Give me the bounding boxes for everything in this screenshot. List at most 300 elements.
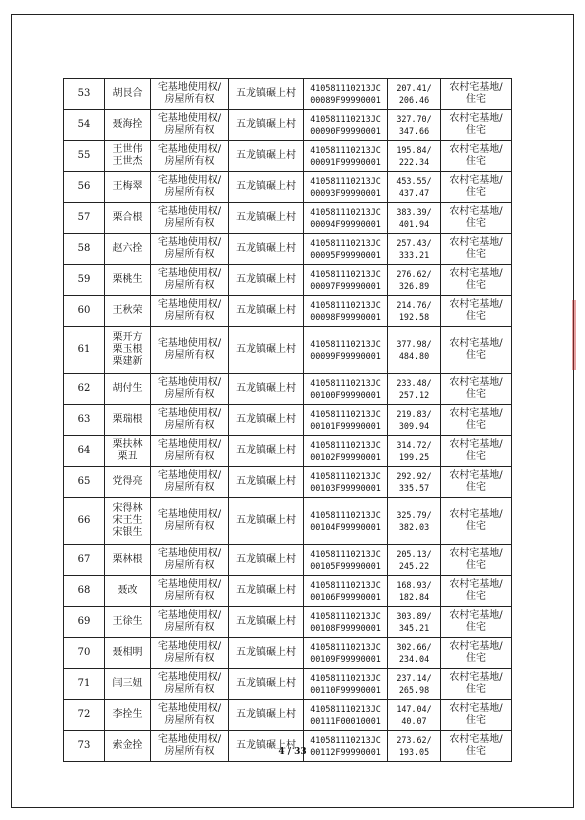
area-values-line: 147.04/ xyxy=(396,704,432,714)
area-values-line: 237.14/ xyxy=(396,673,432,683)
area-values-cell xyxy=(388,203,441,234)
table-row xyxy=(64,669,512,700)
parcel-code-cell xyxy=(304,498,388,545)
right-type-line: 宅基地使用权/ xyxy=(157,299,222,310)
right-type-line: 房屋所有权 xyxy=(164,280,215,291)
row-number-cell: 58 xyxy=(64,234,105,265)
parcel-code-line: 410581110213JC xyxy=(310,642,381,652)
parcel-code-line: 410581110213JC xyxy=(310,378,381,388)
parcel-code-line: 00097F99990001 xyxy=(310,281,381,291)
area-values-line: 437.47 xyxy=(398,188,430,198)
land-use-line: 住宅 xyxy=(466,218,486,229)
area-values-line: 345.21 xyxy=(398,623,430,633)
parcel-code-line: 410581110213JC xyxy=(310,114,381,124)
land-use-cell xyxy=(441,296,512,327)
land-use-line: 农村宅基地/ xyxy=(449,82,503,93)
location-cell: 五龙镇碾上村 xyxy=(229,436,304,467)
location-cell: 五龙镇碾上村 xyxy=(229,731,304,762)
land-use-line: 住宅 xyxy=(466,653,486,664)
parcel-code-line: 410581110213JC xyxy=(310,300,381,310)
owner-name-cell xyxy=(105,545,151,576)
area-values-cell xyxy=(388,141,441,172)
owner-name-line: 王徐生 xyxy=(112,616,143,627)
land-use-line: 住宅 xyxy=(466,311,486,322)
owner-name-line: 栗丑 xyxy=(117,451,138,462)
row-number-cell: 71 xyxy=(64,669,105,700)
area-values-line: 222.34 xyxy=(398,157,430,167)
area-values-line: 257.43/ xyxy=(396,238,432,248)
parcel-code-cell xyxy=(304,79,388,110)
location-cell: 五龙镇碾上村 xyxy=(229,110,304,141)
area-values-cell xyxy=(388,498,441,545)
parcel-code-cell xyxy=(304,545,388,576)
area-values-line: 199.25 xyxy=(398,452,430,462)
right-type-cell xyxy=(151,203,229,234)
area-values-line: 182.84 xyxy=(398,592,430,602)
right-type-cell xyxy=(151,234,229,265)
table-row xyxy=(64,265,512,296)
parcel-code-line: 00112F99990001 xyxy=(310,747,381,757)
parcel-code-line: 410581110213JC xyxy=(310,471,381,481)
area-values-line: 245.22 xyxy=(398,561,430,571)
owner-name-line: 王世杰 xyxy=(112,156,143,167)
parcel-code-line: 410581110213JC xyxy=(310,611,381,621)
table-row xyxy=(64,405,512,436)
table-row xyxy=(64,296,512,327)
owner-name-cell xyxy=(105,669,151,700)
parcel-code-line: 410581110213JC xyxy=(310,176,381,186)
parcel-code-cell xyxy=(304,607,388,638)
area-values-line: 214.76/ xyxy=(396,300,432,310)
land-use-line: 住宅 xyxy=(466,420,486,431)
area-values-line: 168.93/ xyxy=(396,580,432,590)
right-type-line: 宅基地使用权/ xyxy=(157,548,222,559)
owner-name-line: 党得亮 xyxy=(112,476,143,487)
right-type-line: 宅基地使用权/ xyxy=(157,439,222,450)
parcel-code-cell xyxy=(304,110,388,141)
right-type-line: 房屋所有权 xyxy=(164,715,215,726)
property-registry-table xyxy=(63,78,512,762)
table-row xyxy=(64,607,512,638)
owner-name-line: 闫三妞 xyxy=(112,678,143,689)
area-values-line: 327.70/ xyxy=(396,114,432,124)
parcel-code-line: 00110F99990001 xyxy=(310,685,381,695)
area-values-line: 382.03 xyxy=(398,522,430,532)
land-use-line: 农村宅基地/ xyxy=(449,703,503,714)
land-use-cell xyxy=(441,405,512,436)
land-use-line: 农村宅基地/ xyxy=(449,470,503,481)
row-number-cell: 65 xyxy=(64,467,105,498)
area-values-line: 347.66 xyxy=(398,126,430,136)
right-type-line: 宅基地使用权/ xyxy=(157,377,222,388)
parcel-code-cell xyxy=(304,172,388,203)
right-type-line: 宅基地使用权/ xyxy=(157,470,222,481)
table-row xyxy=(64,436,512,467)
owner-name-line: 聂相明 xyxy=(112,647,143,658)
land-use-cell xyxy=(441,110,512,141)
location-cell: 五龙镇碾上村 xyxy=(229,141,304,172)
table-row xyxy=(64,110,512,141)
right-type-line: 宅基地使用权/ xyxy=(157,610,222,621)
land-use-line: 农村宅基地/ xyxy=(449,237,503,248)
area-values-cell xyxy=(388,545,441,576)
land-use-line: 农村宅基地/ xyxy=(449,144,503,155)
location-cell: 五龙镇碾上村 xyxy=(229,327,304,374)
land-use-line: 农村宅基地/ xyxy=(449,509,503,520)
table-row xyxy=(64,79,512,110)
owner-name-cell xyxy=(105,374,151,405)
area-values-line: 233.48/ xyxy=(396,378,432,388)
owner-name-cell xyxy=(105,327,151,374)
land-use-line: 农村宅基地/ xyxy=(449,641,503,652)
right-type-line: 宅基地使用权/ xyxy=(157,206,222,217)
page-number: 4 / 33 xyxy=(278,747,307,757)
land-use-cell xyxy=(441,327,512,374)
row-number-cell: 72 xyxy=(64,700,105,731)
parcel-code-line: 00094F99990001 xyxy=(310,219,381,229)
parcel-code-line: 410581110213JC xyxy=(310,440,381,450)
parcel-code-line: 410581110213JC xyxy=(310,673,381,683)
area-values-line: 303.89/ xyxy=(396,611,432,621)
owner-name-cell xyxy=(105,436,151,467)
owner-name-cell xyxy=(105,172,151,203)
land-use-cell xyxy=(441,669,512,700)
land-use-line: 农村宅基地/ xyxy=(449,672,503,683)
area-values-cell xyxy=(388,110,441,141)
table-row xyxy=(64,700,512,731)
location-cell: 五龙镇碾上村 xyxy=(229,234,304,265)
right-type-cell xyxy=(151,700,229,731)
location-cell: 五龙镇碾上村 xyxy=(229,700,304,731)
owner-name-line: 栗林根 xyxy=(112,554,143,565)
area-values-cell xyxy=(388,374,441,405)
row-number-cell: 66 xyxy=(64,498,105,545)
parcel-code-line: 410581110213JC xyxy=(310,83,381,93)
right-type-line: 房屋所有权 xyxy=(164,350,215,361)
right-type-line: 房屋所有权 xyxy=(164,94,215,105)
owner-name-cell xyxy=(105,203,151,234)
land-use-cell xyxy=(441,576,512,607)
owner-name-line: 王梅翠 xyxy=(112,181,143,192)
parcel-code-cell xyxy=(304,638,388,669)
parcel-code-line: 00108F99990001 xyxy=(310,623,381,633)
right-type-line: 宅基地使用权/ xyxy=(157,82,222,93)
parcel-code-cell xyxy=(304,203,388,234)
right-type-line: 房屋所有权 xyxy=(164,451,215,462)
location-cell: 五龙镇碾上村 xyxy=(229,296,304,327)
location-cell: 五龙镇碾上村 xyxy=(229,638,304,669)
right-type-line: 宅基地使用权/ xyxy=(157,509,222,520)
right-type-cell xyxy=(151,576,229,607)
owner-name-line: 王世伟 xyxy=(112,144,143,155)
right-type-line: 房屋所有权 xyxy=(164,591,215,602)
location-cell: 五龙镇碾上村 xyxy=(229,498,304,545)
area-values-line: 326.89 xyxy=(398,281,430,291)
area-values-line: 265.98 xyxy=(398,685,430,695)
right-type-cell xyxy=(151,405,229,436)
right-type-line: 宅基地使用权/ xyxy=(157,641,222,652)
right-type-line: 房屋所有权 xyxy=(164,746,215,757)
land-use-line: 农村宅基地/ xyxy=(449,734,503,745)
right-type-line: 房屋所有权 xyxy=(164,521,215,532)
land-use-cell xyxy=(441,545,512,576)
area-values-line: 333.21 xyxy=(398,250,430,260)
area-values-line: 377.98/ xyxy=(396,339,432,349)
land-use-cell xyxy=(441,436,512,467)
right-type-line: 宅基地使用权/ xyxy=(157,338,222,349)
right-type-cell xyxy=(151,265,229,296)
parcel-code-cell xyxy=(304,467,388,498)
area-values-cell xyxy=(388,327,441,374)
location-cell: 五龙镇碾上村 xyxy=(229,545,304,576)
area-values-line: 276.62/ xyxy=(396,269,432,279)
owner-name-cell xyxy=(105,265,151,296)
land-use-line: 住宅 xyxy=(466,622,486,633)
land-use-cell xyxy=(441,234,512,265)
right-type-line: 房屋所有权 xyxy=(164,684,215,695)
owner-name-cell xyxy=(105,110,151,141)
area-values-cell xyxy=(388,700,441,731)
parcel-code-line: 00089F99990001 xyxy=(310,95,381,105)
right-type-line: 房屋所有权 xyxy=(164,187,215,198)
land-use-cell xyxy=(441,172,512,203)
row-number-cell: 60 xyxy=(64,296,105,327)
area-values-line: 207.41/ xyxy=(396,83,432,93)
right-type-line: 房屋所有权 xyxy=(164,420,215,431)
area-values-cell xyxy=(388,296,441,327)
area-values-line: 484.80 xyxy=(398,351,430,361)
right-type-line: 宅基地使用权/ xyxy=(157,703,222,714)
area-values-cell xyxy=(388,576,441,607)
land-use-cell xyxy=(441,607,512,638)
area-values-line: 292.92/ xyxy=(396,471,432,481)
row-number-cell: 69 xyxy=(64,607,105,638)
parcel-code-line: 00093F99990001 xyxy=(310,188,381,198)
table-row xyxy=(64,327,512,374)
parcel-code-cell xyxy=(304,576,388,607)
right-type-line: 宅基地使用权/ xyxy=(157,268,222,279)
location-cell: 五龙镇碾上村 xyxy=(229,405,304,436)
right-type-cell xyxy=(151,374,229,405)
table-row xyxy=(64,576,512,607)
owner-name-line: 栗开方 xyxy=(112,332,143,343)
land-use-line: 住宅 xyxy=(466,125,486,136)
parcel-code-line: 410581110213JC xyxy=(310,339,381,349)
land-use-cell xyxy=(441,467,512,498)
location-cell: 五龙镇碾上村 xyxy=(229,607,304,638)
land-use-cell xyxy=(441,700,512,731)
area-values-cell xyxy=(388,172,441,203)
owner-name-line: 宋得林 xyxy=(112,503,143,514)
land-use-cell xyxy=(441,79,512,110)
right-type-line: 房屋所有权 xyxy=(164,218,215,229)
land-use-line: 农村宅基地/ xyxy=(449,377,503,388)
owner-name-line: 栗建新 xyxy=(112,356,143,367)
owner-name-line: 栗玉根 xyxy=(112,344,143,355)
parcel-code-cell xyxy=(304,327,388,374)
owner-name-cell xyxy=(105,576,151,607)
location-cell: 五龙镇碾上村 xyxy=(229,172,304,203)
area-values-line: 453.55/ xyxy=(396,176,432,186)
parcel-code-line: 00109F99990001 xyxy=(310,654,381,664)
parcel-code-line: 00090F99990001 xyxy=(310,126,381,136)
owner-name-line: 李拴生 xyxy=(112,709,143,720)
parcel-code-line: 00103F99990001 xyxy=(310,483,381,493)
owner-name-line: 赵六拴 xyxy=(112,243,143,254)
land-use-line: 农村宅基地/ xyxy=(449,206,503,217)
parcel-code-line: 00098F99990001 xyxy=(310,312,381,322)
row-number-cell: 63 xyxy=(64,405,105,436)
area-values-cell xyxy=(388,638,441,669)
parcel-code-line: 00104F99990001 xyxy=(310,522,381,532)
land-use-line: 农村宅基地/ xyxy=(449,338,503,349)
row-number-cell: 64 xyxy=(64,436,105,467)
location-cell: 五龙镇碾上村 xyxy=(229,669,304,700)
land-use-line: 住宅 xyxy=(466,684,486,695)
area-values-line: 234.04 xyxy=(398,654,430,664)
parcel-code-cell xyxy=(304,436,388,467)
owner-name-cell xyxy=(105,498,151,545)
land-use-cell xyxy=(441,141,512,172)
right-type-line: 房屋所有权 xyxy=(164,156,215,167)
right-type-cell xyxy=(151,172,229,203)
area-values-line: 383.39/ xyxy=(396,207,432,217)
owner-name-cell xyxy=(105,296,151,327)
row-number-cell: 59 xyxy=(64,265,105,296)
right-type-cell xyxy=(151,141,229,172)
parcel-code-line: 00105F99990001 xyxy=(310,561,381,571)
land-use-line: 住宅 xyxy=(466,187,486,198)
land-use-line: 住宅 xyxy=(466,482,486,493)
right-type-line: 宅基地使用权/ xyxy=(157,175,222,186)
parcel-code-line: 410581110213JC xyxy=(310,207,381,217)
parcel-code-line: 410581110213JC xyxy=(310,735,381,745)
right-type-line: 房屋所有权 xyxy=(164,622,215,633)
owner-name-line: 聂海拴 xyxy=(112,119,143,130)
area-values-line: 219.83/ xyxy=(396,409,432,419)
row-number-cell: 56 xyxy=(64,172,105,203)
right-type-line: 房屋所有权 xyxy=(164,125,215,136)
area-values-cell xyxy=(388,265,441,296)
parcel-code-line: 410581110213JC xyxy=(310,704,381,714)
owner-name-line: 栗桃生 xyxy=(112,274,143,285)
area-values-cell xyxy=(388,234,441,265)
area-values-cell xyxy=(388,607,441,638)
land-use-cell xyxy=(441,265,512,296)
owner-name-line: 胡艮合 xyxy=(112,88,143,99)
parcel-code-line: 410581110213JC xyxy=(310,409,381,419)
land-use-line: 农村宅基地/ xyxy=(449,299,503,310)
location-cell: 五龙镇碾上村 xyxy=(229,79,304,110)
land-use-cell xyxy=(441,638,512,669)
right-type-cell xyxy=(151,498,229,545)
seal-edge-mark xyxy=(572,300,576,370)
owner-name-line: 宋王生 xyxy=(112,515,143,526)
land-use-line: 农村宅基地/ xyxy=(449,268,503,279)
location-cell: 五龙镇碾上村 xyxy=(229,203,304,234)
owner-name-line: 宋银生 xyxy=(112,527,143,538)
area-values-line: 257.12 xyxy=(398,390,430,400)
table-row xyxy=(64,498,512,545)
area-values-cell xyxy=(388,669,441,700)
parcel-code-cell xyxy=(304,374,388,405)
land-use-line: 住宅 xyxy=(466,389,486,400)
owner-name-cell xyxy=(105,700,151,731)
owner-name-cell xyxy=(105,638,151,669)
area-values-line: 192.58 xyxy=(398,312,430,322)
area-values-line: 195.84/ xyxy=(396,145,432,155)
parcel-code-line: 00102F99990001 xyxy=(310,452,381,462)
table-body xyxy=(64,79,512,762)
parcel-code-line: 410581110213JC xyxy=(310,269,381,279)
area-values-line: 335.57 xyxy=(398,483,430,493)
parcel-code-line: 00100F99990001 xyxy=(310,390,381,400)
right-type-line: 房屋所有权 xyxy=(164,482,215,493)
right-type-cell xyxy=(151,638,229,669)
table-row xyxy=(64,141,512,172)
right-type-cell xyxy=(151,110,229,141)
owner-name-line: 王秋荣 xyxy=(112,305,143,316)
area-values-line: 206.46 xyxy=(398,95,430,105)
row-number-cell: 55 xyxy=(64,141,105,172)
right-type-cell xyxy=(151,607,229,638)
table-row xyxy=(64,234,512,265)
parcel-code-cell xyxy=(304,265,388,296)
land-use-cell xyxy=(441,498,512,545)
owner-name-line: 索金拴 xyxy=(112,740,143,751)
right-type-line: 宅基地使用权/ xyxy=(157,237,222,248)
area-values-cell xyxy=(388,467,441,498)
right-type-cell xyxy=(151,545,229,576)
land-use-cell xyxy=(441,374,512,405)
land-use-line: 农村宅基地/ xyxy=(449,548,503,559)
row-number-cell: 61 xyxy=(64,327,105,374)
right-type-line: 房屋所有权 xyxy=(164,249,215,260)
row-number-cell: 68 xyxy=(64,576,105,607)
land-use-line: 住宅 xyxy=(466,94,486,105)
parcel-code-cell xyxy=(304,234,388,265)
row-number-cell: 62 xyxy=(64,374,105,405)
owner-name-cell xyxy=(105,467,151,498)
area-values-line: 401.94 xyxy=(398,219,430,229)
land-use-line: 住宅 xyxy=(466,156,486,167)
row-number-cell: 70 xyxy=(64,638,105,669)
land-use-line: 住宅 xyxy=(466,280,486,291)
table-row xyxy=(64,172,512,203)
right-type-line: 宅基地使用权/ xyxy=(157,113,222,124)
owner-name-line: 栗瑞根 xyxy=(112,414,143,425)
land-use-line: 住宅 xyxy=(466,521,486,532)
owner-name-line: 聂改 xyxy=(117,585,138,596)
table-row xyxy=(64,638,512,669)
row-number-cell: 53 xyxy=(64,79,105,110)
area-values-cell xyxy=(388,79,441,110)
parcel-code-line: 00095F99990001 xyxy=(310,250,381,260)
land-use-line: 农村宅基地/ xyxy=(449,408,503,419)
right-type-line: 房屋所有权 xyxy=(164,653,215,664)
parcel-code-line: 00099F99990001 xyxy=(310,351,381,361)
right-type-line: 房屋所有权 xyxy=(164,311,215,322)
right-type-line: 宅基地使用权/ xyxy=(157,408,222,419)
right-type-line: 房屋所有权 xyxy=(164,560,215,571)
owner-name-line: 栗扶林 xyxy=(112,439,143,450)
parcel-code-line: 00091F99990001 xyxy=(310,157,381,167)
parcel-code-line: 410581110213JC xyxy=(310,580,381,590)
land-use-line: 住宅 xyxy=(466,715,486,726)
right-type-cell xyxy=(151,327,229,374)
parcel-code-line: 410581110213JC xyxy=(310,145,381,155)
table-row xyxy=(64,545,512,576)
